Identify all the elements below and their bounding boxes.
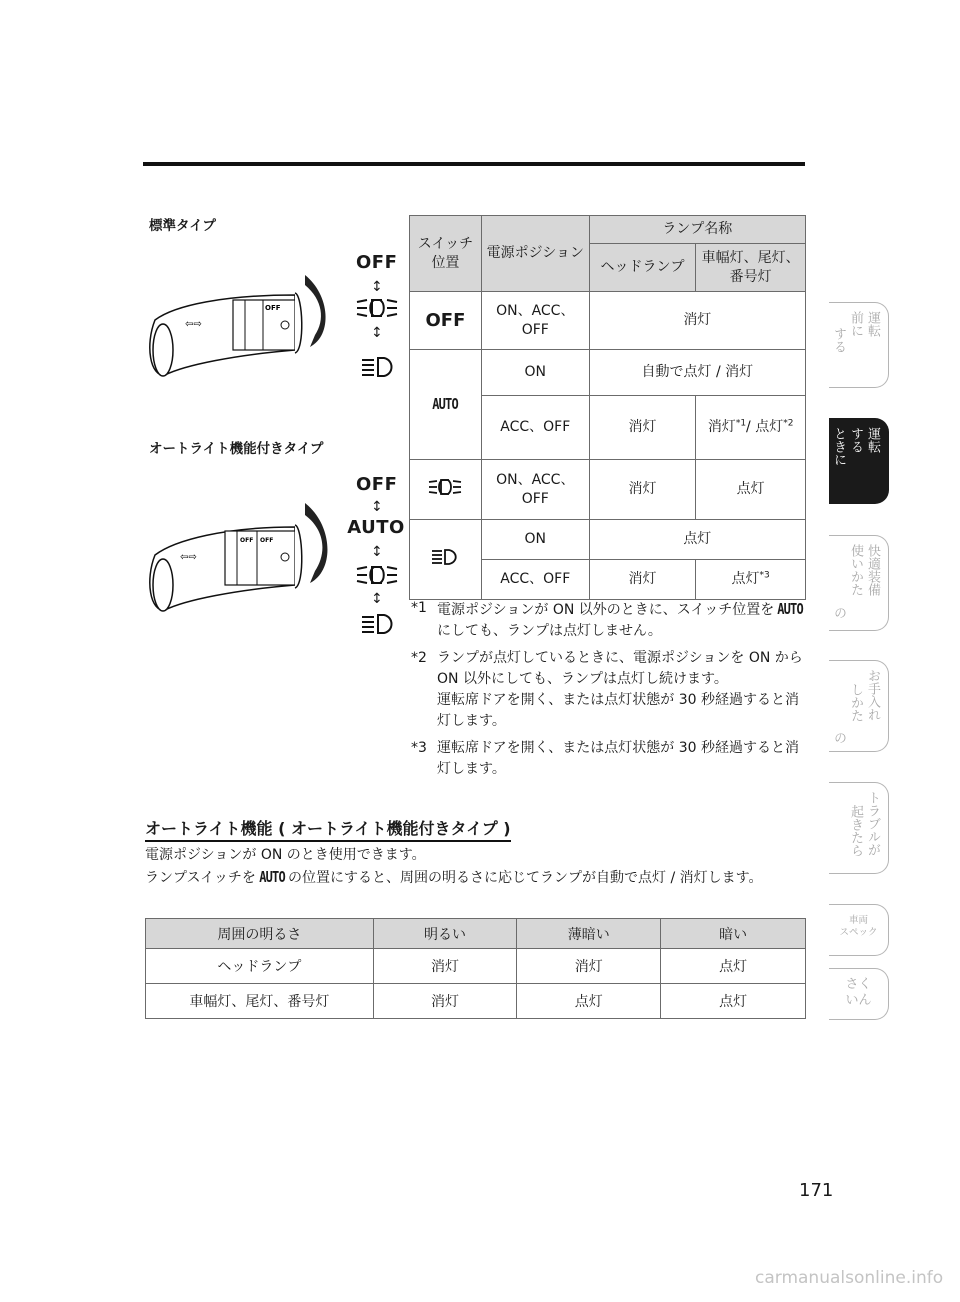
footnote-text: [437, 598, 811, 642]
switch-parking-cell: [410, 460, 482, 520]
table-cell: 点灯: [696, 460, 806, 520]
svg-text:⇦⇨: ⇦⇨: [185, 319, 202, 330]
switch-headlamp-cell: [410, 520, 482, 600]
table-cell: 消灯: [517, 949, 661, 984]
footnote-mark: *1: [411, 600, 427, 616]
tab-comfort-equipment[interactable]: [829, 535, 889, 631]
updown-arrow: ↕: [371, 279, 383, 295]
tab-label: いん: [845, 993, 872, 1008]
tab-label: する: [831, 327, 846, 353]
footnote-text: [437, 648, 811, 732]
table-cell: 消灯: [373, 949, 517, 984]
tab-troubleshooting[interactable]: [829, 782, 889, 874]
table-cell: 点灯: [517, 984, 661, 1019]
tab-index[interactable]: [829, 968, 889, 1020]
tab-label: 車両: [848, 915, 868, 926]
table-cell: ACC、OFF: [481, 560, 589, 600]
cell-text: 点灯: [731, 571, 760, 588]
footnote-text: 運転席ドアを開く、または点灯状態が 30 秒経過すると消灯します。: [437, 740, 800, 777]
tab-label: スペック: [839, 927, 878, 938]
header-bright: 明るい: [373, 919, 517, 949]
svg-text:OFF: OFF: [240, 537, 254, 544]
table-cell: 消灯: [589, 560, 696, 600]
table-cell: [696, 396, 806, 460]
paragraph-line-2a: ランプスイッチを: [145, 870, 256, 886]
tab-label: 快適装備: [865, 544, 880, 596]
table-cell: 消灯: [589, 460, 696, 520]
parking-lamp-icon: [355, 296, 399, 320]
svg-text:⇦⇨: ⇦⇨: [180, 552, 197, 563]
footnote-3: [411, 738, 811, 780]
switch-off-cell: [410, 292, 482, 350]
table-row: [146, 984, 806, 1019]
footnotes: [411, 598, 811, 780]
lever-illustration-standard: [145, 265, 345, 395]
switch-off-glyph: OFF: [425, 309, 466, 331]
headlamp-icon: [360, 355, 396, 379]
footnote-ref: *1: [735, 418, 747, 429]
tab-maintenance[interactable]: [829, 660, 889, 752]
footnote-mark: *3: [411, 740, 427, 756]
header-ambient: 周囲の明るさ: [146, 919, 374, 949]
table-cell: 自動で点灯 / 消灯: [589, 350, 805, 396]
switch-off-label: OFF: [356, 252, 398, 273]
footnote-text-b: 運転席ドアを開く、または点灯状態が 30 秒経過すると消灯します。: [437, 692, 800, 729]
tab-label: 起きたら: [848, 805, 863, 857]
tab-label: トラブルが: [865, 791, 880, 856]
header-headlamp: ヘッドランプ: [589, 244, 696, 292]
tab-label: 前に: [848, 311, 863, 337]
page-number: 171: [799, 1180, 834, 1201]
footnote-mark: *2: [411, 650, 427, 666]
top-rule: [143, 162, 805, 166]
table-cell: 消灯: [589, 292, 805, 350]
table-cell: ON、ACC、OFF: [481, 460, 589, 520]
switch-auto-cell: [410, 350, 482, 460]
footnote-ref: *2: [783, 418, 794, 429]
footnote-ref: *3: [759, 570, 770, 581]
auto-type-label: オートライト機能付きタイプ: [149, 441, 324, 457]
footnote-text-a: ランプが点灯しているときに、電源ポジションを ON から ON 以外にしても、ランプは点灯し続けます。: [437, 650, 803, 687]
footer-watermark: carmanualsonline.info: [755, 1268, 944, 1288]
cell-text: / 点灯: [746, 419, 784, 436]
table-row: [146, 949, 806, 984]
paragraph-line-2b: の位置にすると、周囲の明るさに応じてランプが自動で点灯 / 消灯します。: [288, 870, 763, 886]
auto-glyph: AUTO: [259, 868, 285, 886]
table-cell: 消灯: [589, 396, 696, 460]
table-cell: 点灯: [661, 984, 806, 1019]
table-cell: ON: [481, 350, 589, 396]
tab-label: しかた: [848, 683, 863, 722]
table-cell: 車幅灯、尾灯、番号灯: [146, 984, 374, 1019]
tab-while-driving[interactable]: [829, 418, 889, 504]
table-cell: ON: [481, 520, 589, 560]
switch-auto-glyph: AUTO: [432, 394, 459, 413]
tab-vehicle-specs[interactable]: [829, 904, 889, 956]
headlamp-icon: [430, 547, 460, 567]
headlamp-icon: [360, 612, 396, 636]
footnote-text-b: にしても、ランプは点灯しません。: [437, 623, 662, 639]
table-cell: ON、ACC、OFF: [481, 292, 589, 350]
lever-illustration-auto: [145, 495, 345, 630]
footnote-2: [411, 648, 811, 732]
footnote-1: [411, 598, 811, 642]
tab-label: する: [848, 427, 863, 453]
header-switch-position: スイッチ位置: [410, 216, 482, 292]
switch-auto-label: AUTO: [347, 517, 405, 538]
brightness-table: [145, 918, 806, 1019]
updown-arrow: ↕: [371, 544, 383, 560]
header-dark: 暗い: [661, 919, 806, 949]
parking-lamp-icon: [427, 477, 463, 497]
section-paragraph: [145, 845, 810, 889]
updown-arrow: ↕: [371, 325, 383, 341]
tab-label: お手入れ: [865, 669, 880, 721]
tab-label: ときに: [831, 427, 846, 466]
table-cell: ACC、OFF: [481, 396, 589, 460]
table-cell: [696, 560, 806, 600]
standard-type-label: 標準タイプ: [149, 218, 216, 234]
tab-label: 運転: [865, 311, 880, 337]
header-power-position: 電源ポジション: [481, 216, 589, 292]
header-dim: 薄暗い: [517, 919, 661, 949]
parking-lamp-icon: [355, 563, 399, 587]
svg-text:OFF: OFF: [260, 537, 274, 544]
section-heading: オートライト機能 ( オートライト機能付きタイプ ): [145, 816, 511, 842]
tab-label: の: [831, 606, 846, 619]
table-cell: 消灯: [373, 984, 517, 1019]
lamp-switch-table: [409, 215, 806, 600]
footnote-text-a: 電源ポジションが ON 以外のときに、スイッチ位置を: [437, 602, 775, 618]
cell-text: 消灯: [707, 419, 736, 436]
header-lamp-name: ランプ名称: [589, 216, 805, 244]
table-cell: ヘッドランプ: [146, 949, 374, 984]
table-cell: 点灯: [661, 949, 806, 984]
tab-label: さく: [845, 977, 872, 992]
tab-label: 運転: [865, 427, 880, 453]
tab-before-driving[interactable]: [829, 302, 889, 388]
header-other-lamps: 車幅灯、尾灯、番号灯: [696, 244, 806, 292]
switch-off-label: OFF: [356, 474, 398, 495]
updown-arrow: ↕: [371, 591, 383, 607]
table-cell: 点灯: [589, 520, 805, 560]
svg-text:OFF: OFF: [265, 304, 281, 312]
tab-label: 使いかた: [848, 544, 863, 596]
paragraph-line-1: 電源ポジションが ON のとき使用できます。: [145, 847, 426, 863]
tab-label: の: [831, 731, 846, 744]
updown-arrow: ↕: [371, 499, 383, 515]
auto-glyph: AUTO: [777, 600, 804, 618]
